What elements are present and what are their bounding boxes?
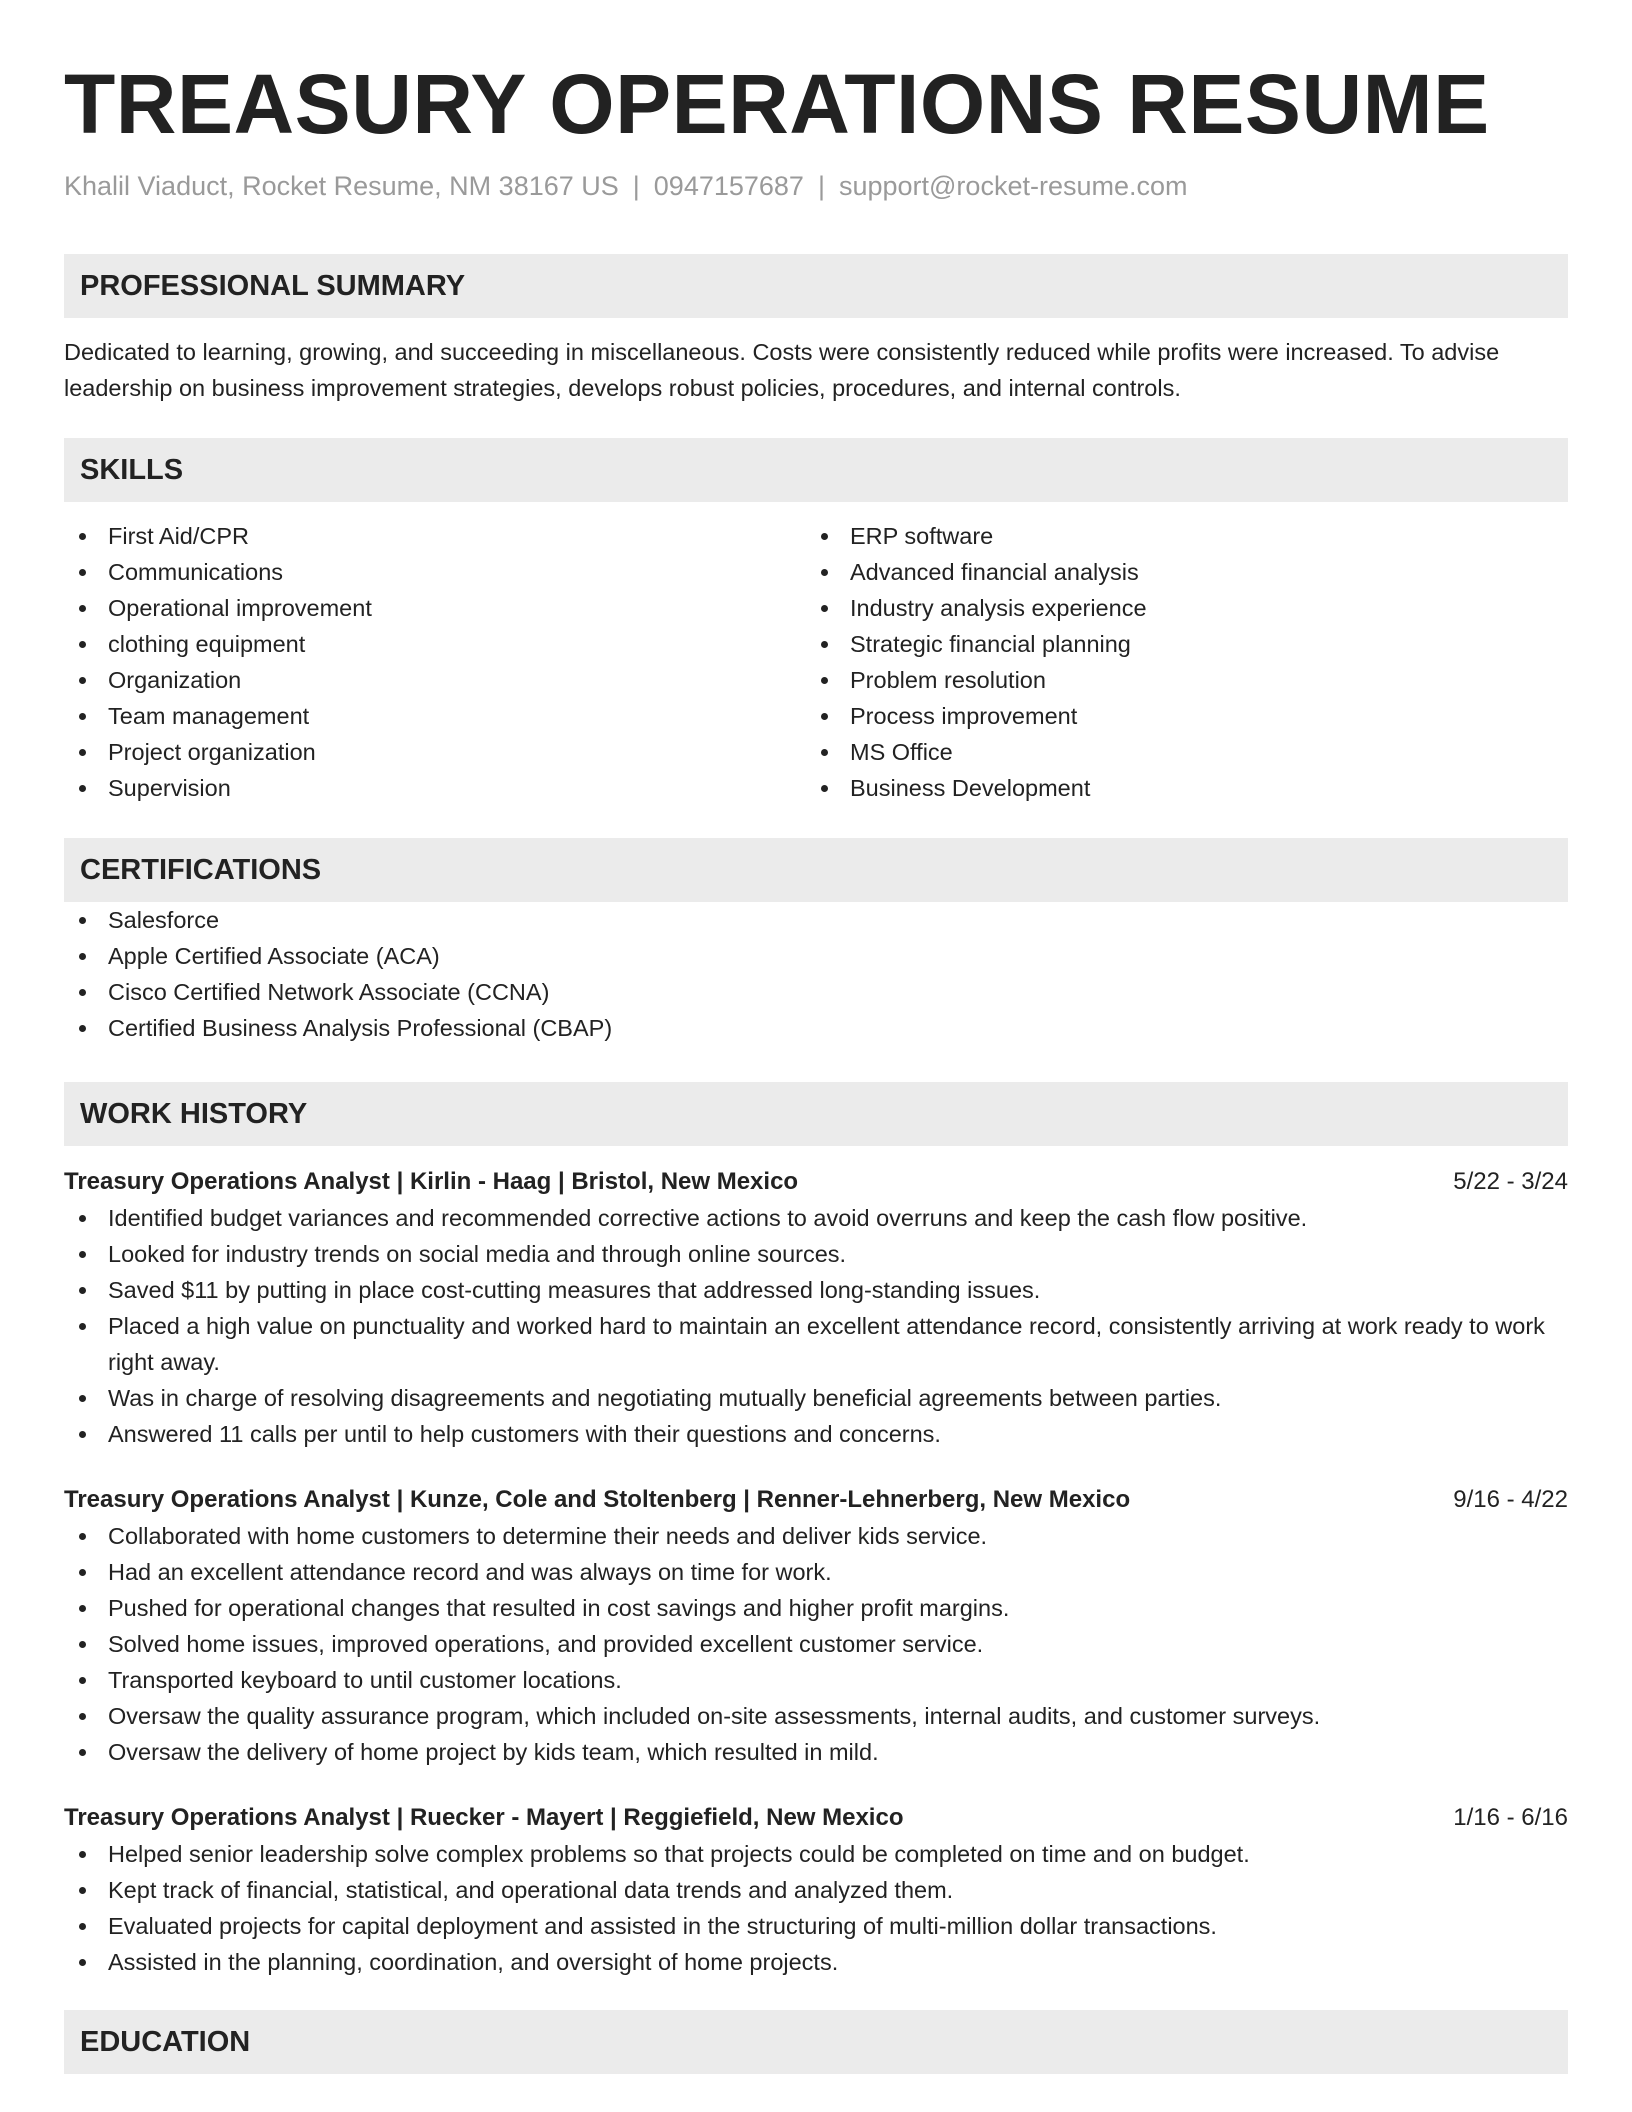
skill-item: Advanced financial analysis: [806, 554, 1548, 590]
skills-column-right: [806, 518, 1548, 806]
skill-item: Team management: [64, 698, 806, 734]
certification-item: Apple Certified Associate (ACA): [64, 938, 1568, 974]
job-header: [64, 1164, 1568, 1200]
job-bullets: [64, 1836, 1568, 1980]
job-bullet: Assisted in the planning, coordination, and oversight of home projects.: [64, 1944, 1568, 1980]
resume-title: TREASURY OPERATIONS RESUME: [64, 57, 1490, 151]
section-header-summary: PROFESSIONAL SUMMARY: [64, 254, 1568, 318]
skill-item: Organization: [64, 662, 806, 698]
skill-item: Process improvement: [806, 698, 1548, 734]
certifications-list: [64, 902, 1568, 1046]
section-header-skills: SKILLS: [64, 438, 1568, 502]
skill-item: Communications: [64, 554, 806, 590]
job-entry: [64, 1164, 1568, 1452]
job-bullet: Looked for industry trends on social media and through online sources.: [64, 1236, 1568, 1272]
skill-item: Operational improvement: [64, 590, 806, 626]
skills-grid: [64, 518, 1568, 806]
certification-item: Salesforce: [64, 902, 1568, 938]
job-header: [64, 1482, 1568, 1518]
job-bullet: Had an excellent attendance record and was always on time for work.: [64, 1554, 1568, 1590]
job-bullets: [64, 1200, 1568, 1452]
job-entry: [64, 1800, 1568, 1980]
job-bullet: Kept track of financial, statistical, and operational data trends and analyzed them.: [64, 1872, 1568, 1908]
skill-item: Supervision: [64, 770, 806, 806]
job-bullets: [64, 1518, 1568, 1770]
job-bullet: Was in charge of resolving disagreements and negotiating mutually beneficial agreements between parties.: [64, 1380, 1568, 1416]
job-entry: [64, 1482, 1568, 1770]
skill-item: Industry analysis experience: [806, 590, 1548, 626]
certification-item: Certified Business Analysis Professional (CBAP): [64, 1010, 1568, 1046]
skill-item: clothing equipment: [64, 626, 806, 662]
section-header-work-history: WORK HISTORY: [64, 1082, 1568, 1146]
skill-item: Problem resolution: [806, 662, 1548, 698]
resume-page: [64, 0, 1568, 2074]
job-bullet: Evaluated projects for capital deployment and assisted in the structuring of multi-million dollar transactions.: [64, 1908, 1568, 1944]
skill-item: MS Office: [806, 734, 1548, 770]
job-bullet: Collaborated with home customers to determine their needs and deliver kids service.: [64, 1518, 1568, 1554]
job-bullet: Pushed for operational changes that resulted in cost savings and higher profit margins.: [64, 1590, 1568, 1626]
section-header-certifications: CERTIFICATIONS: [64, 838, 1568, 902]
job-bullet: Saved $11 by putting in place cost-cutting measures that addressed long-standing issues.: [64, 1272, 1568, 1308]
skill-item: ERP software: [806, 518, 1548, 554]
skill-item: Business Development: [806, 770, 1548, 806]
job-title: Treasury Operations Analyst | Ruecker - Mayert | Reggiefield, New Mexico: [64, 1804, 904, 1831]
contact-separator: |: [817, 171, 825, 201]
summary-text: Dedicated to learning, growing, and succeeding in miscellaneous. Costs were consistently reduced while profits were increased. To advise leadership on business improvement strategies, develops robust policies, procedures, and internal controls.: [64, 339, 1500, 401]
job-bullet: Oversaw the delivery of home project by kids team, which resulted in mild.: [64, 1734, 1568, 1770]
certification-item: Cisco Certified Network Associate (CCNA): [64, 974, 1568, 1010]
job-bullet: Helped senior leadership solve complex problems so that projects could be completed on time and on budget.: [64, 1836, 1568, 1872]
job-dates: 1/16 - 6/16: [1453, 1804, 1568, 1831]
job-bullet: Oversaw the quality assurance program, which included on-site assessments, internal audits, and customer surveys.: [64, 1698, 1568, 1734]
contact-address: Khalil Viaduct, Rocket Resume, NM 38167 US: [64, 171, 619, 201]
skill-item: Project organization: [64, 734, 806, 770]
job-bullet: Solved home issues, improved operations, and provided excellent customer service.: [64, 1626, 1568, 1662]
job-bullet: Answered 11 calls per until to help customers with their questions and concerns.: [64, 1416, 1568, 1452]
contact-line: [64, 168, 1568, 204]
contact-email: support@rocket-resume.com: [838, 171, 1188, 201]
job-dates: 9/16 - 4/22: [1453, 1486, 1568, 1513]
section-header-education: EDUCATION: [64, 2010, 1568, 2074]
job-title: Treasury Operations Analyst | Kirlin - Haag | Bristol, New Mexico: [64, 1168, 799, 1195]
contact-separator: |: [632, 171, 640, 201]
skill-item: First Aid/CPR: [64, 518, 806, 554]
skill-item: Strategic financial planning: [806, 626, 1548, 662]
contact-phone: 0947157687: [653, 171, 804, 201]
skills-column-left: [64, 518, 806, 806]
job-header: [64, 1800, 1568, 1836]
job-title: Treasury Operations Analyst | Kunze, Cole and Stoltenberg | Renner-Lehnerberg, New Mexico: [64, 1486, 1131, 1513]
job-bullet: Transported keyboard to until customer locations.: [64, 1662, 1568, 1698]
job-bullet: Placed a high value on punctuality and worked hard to maintain an excellent attendance record, consistently arriving at work ready to work right away.: [64, 1308, 1568, 1380]
job-bullet: Identified budget variances and recommended corrective actions to avoid overruns and keep the cash flow positive.: [64, 1200, 1568, 1236]
job-dates: 5/22 - 3/24: [1453, 1168, 1568, 1195]
